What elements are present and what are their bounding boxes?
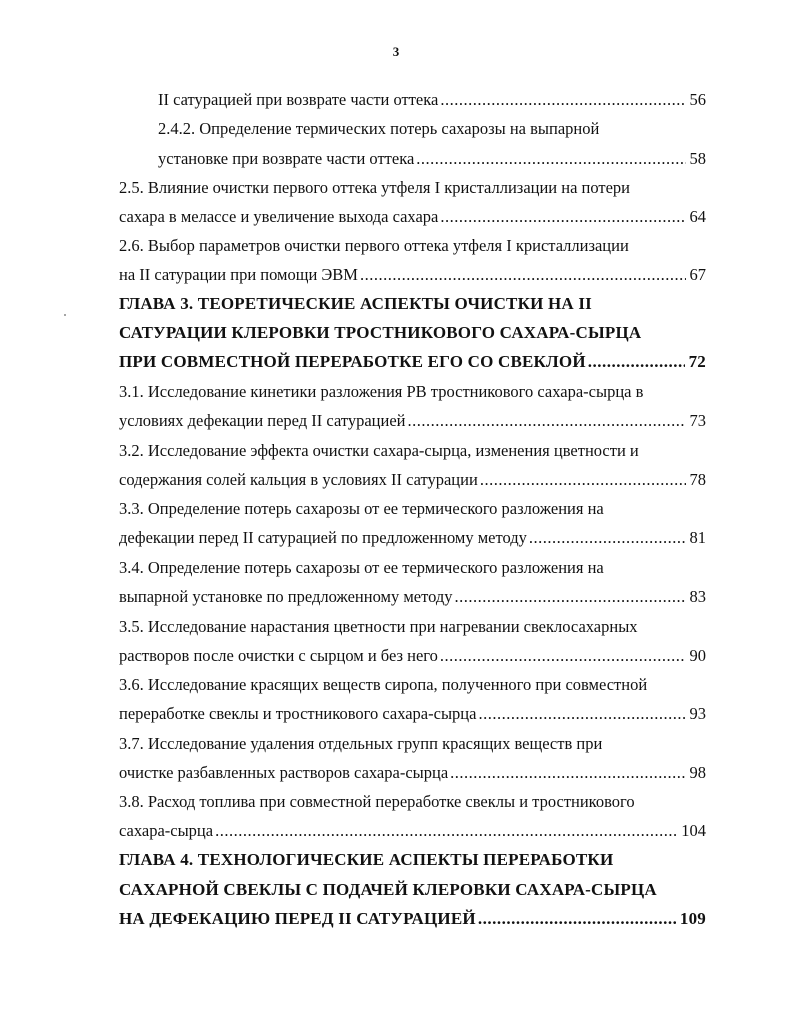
dot-leader: [440, 203, 685, 231]
toc-entry-3-5: 3.5. Исследование нарастания цветности при нагревании свеклосахарных: [119, 617, 638, 636]
toc-page-number: 109: [679, 909, 706, 928]
dot-leader: [480, 466, 686, 494]
toc-entry-2-5-cont: [119, 203, 706, 231]
toc-entry-3-8-cont: [119, 817, 706, 845]
toc-entry-text: установке при возврате части оттека: [158, 149, 415, 168]
toc-page-number: 56: [689, 90, 706, 109]
toc-entry-text: сахара-сырца: [119, 821, 214, 840]
dot-leader: [215, 817, 677, 845]
toc-page-number: 104: [681, 821, 706, 840]
toc-entry-text: дефекации перед II сатурацией по предложенному методу: [119, 528, 527, 547]
toc-entry-text: растворов после очистки с сырцом и без него: [119, 646, 438, 665]
toc-entry-3-7: 3.7. Исследование удаления отдельных групп красящих веществ при: [119, 734, 603, 753]
toc-entry-2-6-cont: [119, 261, 706, 289]
toc-entry-3-4-cont: [119, 583, 706, 611]
toc-entry-text: II сатурацией при возврате части оттека: [158, 90, 439, 109]
dot-leader: [529, 524, 686, 552]
toc-entry-3-1: 3.1. Исследование кинетики разложения РВ тростникового сахара-сырца в: [119, 382, 644, 401]
toc-entry-3-7-cont: [119, 759, 706, 787]
toc-entry-2-4-2-cont: [158, 145, 706, 173]
toc-page-number: 73: [689, 411, 706, 430]
dot-leader: [455, 583, 686, 611]
toc-entry-3-6: 3.6. Исследование красящих веществ сиропа, полученного при совместной: [119, 675, 648, 694]
toc-entry-text: очистке разбавленных растворов сахара-сырца: [119, 763, 449, 782]
toc-entry-text: условиях дефекации перед II сатурацией: [119, 411, 406, 430]
dot-leader: [360, 261, 686, 289]
toc-entry-text: НА ДЕФЕКАЦИЮ ПЕРЕД II САТУРАЦИЕЙ: [119, 909, 476, 928]
dot-leader: [450, 759, 685, 787]
toc-chapter-4-line-2: САХАРНОЙ СВЕКЛЫ С ПОДАЧЕЙ КЛЕРОВКИ САХАРА-СЫРЦА: [119, 880, 657, 899]
toc-page-number: 90: [689, 646, 706, 665]
toc-entry-text: на II сатурации при помощи ЭВМ: [119, 265, 358, 284]
toc-chapter-4: ГЛАВА 4. ТЕХНОЛОГИЧЕСКИЕ АСПЕКТЫ ПЕРЕРАБОТКИ: [119, 850, 614, 869]
toc-page-number: 72: [688, 352, 706, 371]
toc-page-number: 81: [689, 528, 706, 547]
toc-chapter-3-line-3: [119, 348, 706, 376]
toc-page-number: 58: [689, 149, 706, 168]
dot-leader: [588, 348, 685, 376]
dot-leader: [416, 145, 685, 173]
toc-page-number: 64: [689, 207, 706, 226]
toc-entry-3-6-cont: [119, 700, 706, 728]
toc-entry-text: переработке свеклы и тростникового сахара-сырца: [119, 704, 477, 723]
page-number: 3: [392, 44, 400, 59]
toc-chapter-3: ГЛАВА 3. ТЕОРЕТИЧЕСКИЕ АСПЕКТЫ ОЧИСТКИ НА II: [119, 294, 592, 313]
toc-page-number: 67: [689, 265, 706, 284]
toc-page-number: 78: [689, 470, 706, 489]
margin-speck: [64, 314, 66, 316]
toc-page-number: 93: [689, 704, 706, 723]
toc-page-number: 98: [689, 763, 706, 782]
dot-leader: [440, 86, 685, 114]
toc-entry-text: сахара в мелассе и увеличение выхода сахара: [119, 207, 439, 226]
toc-entry-3-8: 3.8. Расход топлива при совместной переработке свеклы и тростникового: [119, 792, 635, 811]
dot-leader: [440, 642, 686, 670]
toc-entry-3-3-cont: [119, 524, 706, 552]
toc-chapter-4-line-3: [119, 905, 706, 933]
toc-entry-text: ПРИ СОВМЕСТНОЙ ПЕРЕРАБОТКЕ ЕГО СО СВЕКЛОЙ: [119, 352, 586, 371]
toc-page-number: 83: [689, 587, 706, 606]
dot-leader: [407, 407, 685, 435]
toc-entry-3-5-cont: [119, 642, 706, 670]
toc-entry-2-6: 2.6. Выбор параметров очистки первого оттека утфеля I кристаллизации: [119, 236, 629, 255]
toc-entry-2-4-1-cont: [158, 86, 706, 114]
toc-entry-3-1-cont: [119, 407, 706, 435]
dot-leader: [478, 700, 685, 728]
toc-entry-3-3: 3.3. Определение потерь сахарозы от ее термического разложения на: [119, 499, 604, 518]
toc-entry-3-4: 3.4. Определение потерь сахарозы от ее термического разложения на: [119, 558, 604, 577]
toc-entry-text: содержания солей кальция в условиях II сатурации: [119, 470, 478, 489]
toc-entry-2-4-2: 2.4.2. Определение термических потерь сахарозы на выпарной: [158, 119, 600, 138]
toc-entry-text: выпарной установке по предложенному методу: [119, 587, 453, 606]
dot-leader: [478, 905, 676, 933]
toc-entry-3-2-cont: [119, 466, 706, 494]
toc-entry-2-5: 2.5. Влияние очистки первого оттека утфеля I кристаллизации на потери: [119, 178, 631, 197]
toc-chapter-3-line-2: САТУРАЦИИ КЛЕРОВКИ ТРОСТНИКОВОГО САХАРА-СЫРЦА: [119, 323, 642, 342]
toc-entry-3-2: 3.2. Исследование эффекта очистки сахара-сырца, изменения цветности и: [119, 441, 639, 460]
